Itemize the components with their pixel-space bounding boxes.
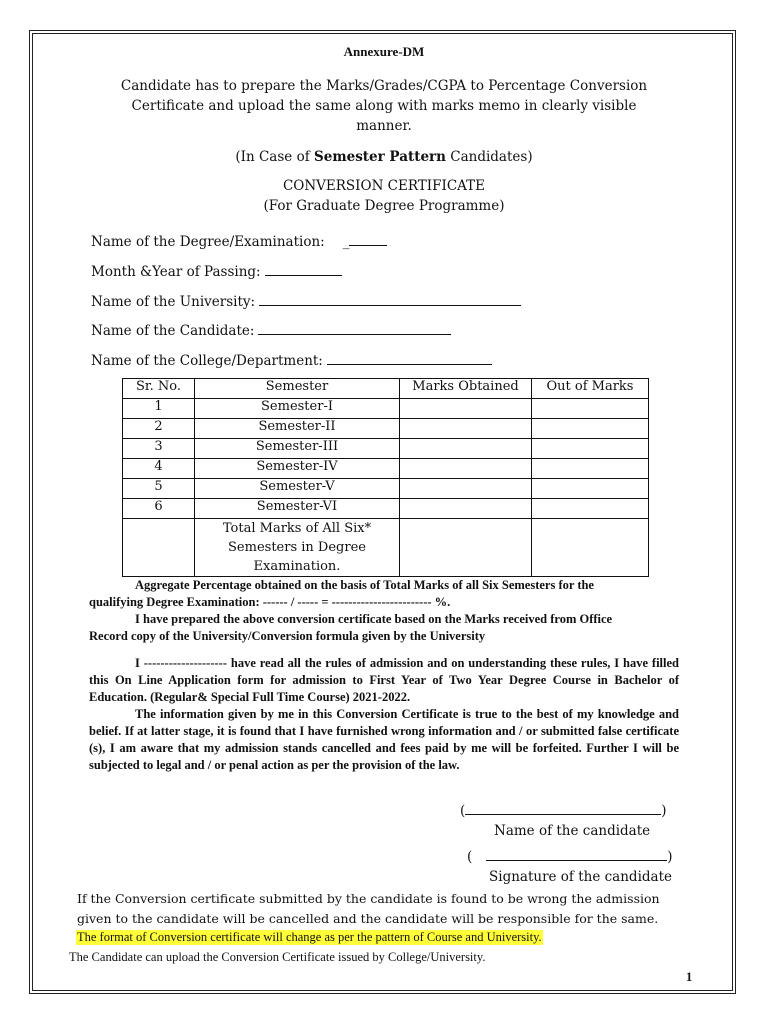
cell-sr: 1 — [123, 399, 195, 419]
candidate-name-blank[interactable] — [465, 801, 661, 815]
field-degree-fill: _ — [342, 234, 350, 250]
marks-table — [122, 378, 649, 577]
field-university-blank[interactable] — [259, 292, 521, 306]
field-university — [91, 292, 521, 310]
candidate-signature-line — [467, 847, 673, 865]
name-open-paren: ( — [460, 803, 466, 819]
cell-semester: Semester-IV — [195, 459, 400, 479]
cell-semester: Semester-III — [195, 439, 400, 459]
field-candidate-blank[interactable] — [258, 321, 451, 335]
field-candidate — [91, 321, 451, 339]
semester-note-prefix: (In Case of — [235, 149, 314, 165]
aggregate-statement: Aggregate Percentage obtained on the basis of Total Marks of all Six Semesters for the qualifying Degree Examination: ------ / ----- = ------------------------ %. — [89, 578, 594, 609]
table-header-row — [123, 379, 649, 399]
table-row — [123, 499, 649, 519]
candidate-signature-label: Signature of the candidate — [489, 869, 672, 885]
cell-marks-obtained[interactable] — [400, 419, 532, 439]
table-row — [123, 479, 649, 499]
prepared-statement: I have prepared the above conversion certificate based on the Marks received from Office Record copy of the University/Conversion formula given by the University — [89, 612, 613, 643]
cell-sr: 4 — [123, 459, 195, 479]
cell-semester: Semester-V — [195, 479, 400, 499]
header-sr-no: Sr. No. — [123, 379, 195, 399]
field-college — [91, 351, 492, 369]
cell-semester: Semester-I — [195, 399, 400, 419]
cell-marks-obtained[interactable] — [400, 399, 532, 419]
cell-out-of-marks[interactable] — [532, 439, 649, 459]
field-degree-label: Name of the Degree/Examination: — [91, 234, 325, 250]
intro-text: Candidate has to prepare the Marks/Grades/CGPA to Percentage Conversion Certificate and upload the same along with marks memo in clearly visible manner. — [120, 78, 648, 134]
declaration-paragraph-2: The information given by me in this Conversion Certificate is true to the best of my knowledge and belief. If at latter stage, it is found that I have furnished wrong information and / or submitted false certificate (s), I am aware that my admission stands cancelled and fees paid by me will be forfeited. Further I will be subjected to legal and / or penal action as per the provision of the law. — [89, 707, 679, 772]
cell-marks-obtained[interactable] — [400, 459, 532, 479]
wrong-certificate-warning: If the Conversion certificate submitted by the candidate is found to be wrong the admission given to the candidate will be cancelled and the candidate will be responsible for the same. — [77, 891, 660, 926]
field-passing-blank[interactable] — [265, 262, 342, 276]
upload-note: The Candidate can upload the Conversion Certificate issued by College/University. — [69, 950, 486, 964]
cell-semester: Semester-VI — [195, 499, 400, 519]
header-semester: Semester — [195, 379, 400, 399]
total-label-line: Semesters in Degree — [228, 540, 366, 555]
field-college-label: Name of the College/Department: — [91, 353, 323, 369]
cell-marks-obtained[interactable] — [400, 439, 532, 459]
field-college-blank[interactable] — [327, 351, 492, 365]
certificate-title: CONVERSION CERTIFICATE — [282, 178, 486, 194]
cell-total-label — [195, 519, 400, 577]
header-marks-obtained: Marks Obtained — [400, 379, 532, 399]
table-row — [123, 439, 649, 459]
field-candidate-label: Name of the Candidate: — [91, 323, 255, 339]
declaration-paragraph-1: I -------------------- have read all the rules of admission and on understanding these rules, I have filled this On Line Application form for admission to First Year of Two Year Degree Course in Bachelor of Education. (Regular& Special Full Time Course) 2021-2022. — [89, 656, 679, 704]
annexure-heading: Annexure-DM — [343, 44, 425, 59]
signature-close-paren: ) — [667, 849, 673, 865]
field-university-label: Name of the University: — [91, 294, 256, 310]
table-row — [123, 419, 649, 439]
semester-pattern-note — [0, 149, 768, 165]
page-number: 1 — [686, 970, 693, 984]
cell-sr: 5 — [123, 479, 195, 499]
cell-marks-obtained[interactable] — [400, 499, 532, 519]
candidate-name-line — [460, 801, 667, 819]
field-degree-blank[interactable] — [349, 232, 387, 246]
cell-out-of-marks[interactable] — [532, 459, 649, 479]
total-label-line: Total Marks of All Six* — [222, 521, 372, 536]
name-close-paren: ) — [661, 803, 667, 819]
header-out-of-marks: Out of Marks — [532, 379, 649, 399]
table-row — [123, 399, 649, 419]
cell-total-out-of-marks[interactable] — [532, 519, 649, 577]
cell-out-of-marks[interactable] — [532, 479, 649, 499]
field-passing — [91, 262, 342, 280]
semester-note-bold: Semester Pattern — [313, 149, 446, 165]
semester-note-suffix: Candidates) — [445, 149, 533, 165]
table-total-row — [123, 519, 649, 577]
candidate-signature-blank[interactable] — [486, 847, 667, 861]
total-label-line: Examination. — [253, 559, 341, 574]
format-change-note: The format of Conversion certificate will change as per the pattern of Course and University. — [77, 930, 542, 944]
cell-sr: 6 — [123, 499, 195, 519]
cell-semester: Semester-II — [195, 419, 400, 439]
cell-sr: 2 — [123, 419, 195, 439]
candidate-name-label: Name of the candidate — [494, 823, 651, 839]
certificate-subtitle: (For Graduate Degree Programme) — [263, 198, 505, 214]
cell-marks-obtained[interactable] — [400, 479, 532, 499]
signature-open-paren: ( — [467, 849, 473, 865]
cell-total-marks-obtained[interactable] — [400, 519, 532, 577]
cell-out-of-marks[interactable] — [532, 419, 649, 439]
cell-out-of-marks[interactable] — [532, 399, 649, 419]
field-degree — [91, 232, 387, 250]
field-passing-label: Month &Year of Passing: — [91, 264, 261, 280]
cell-out-of-marks[interactable] — [532, 499, 649, 519]
cell-sr: 3 — [123, 439, 195, 459]
table-row — [123, 459, 649, 479]
cell-sr-total — [123, 519, 195, 577]
